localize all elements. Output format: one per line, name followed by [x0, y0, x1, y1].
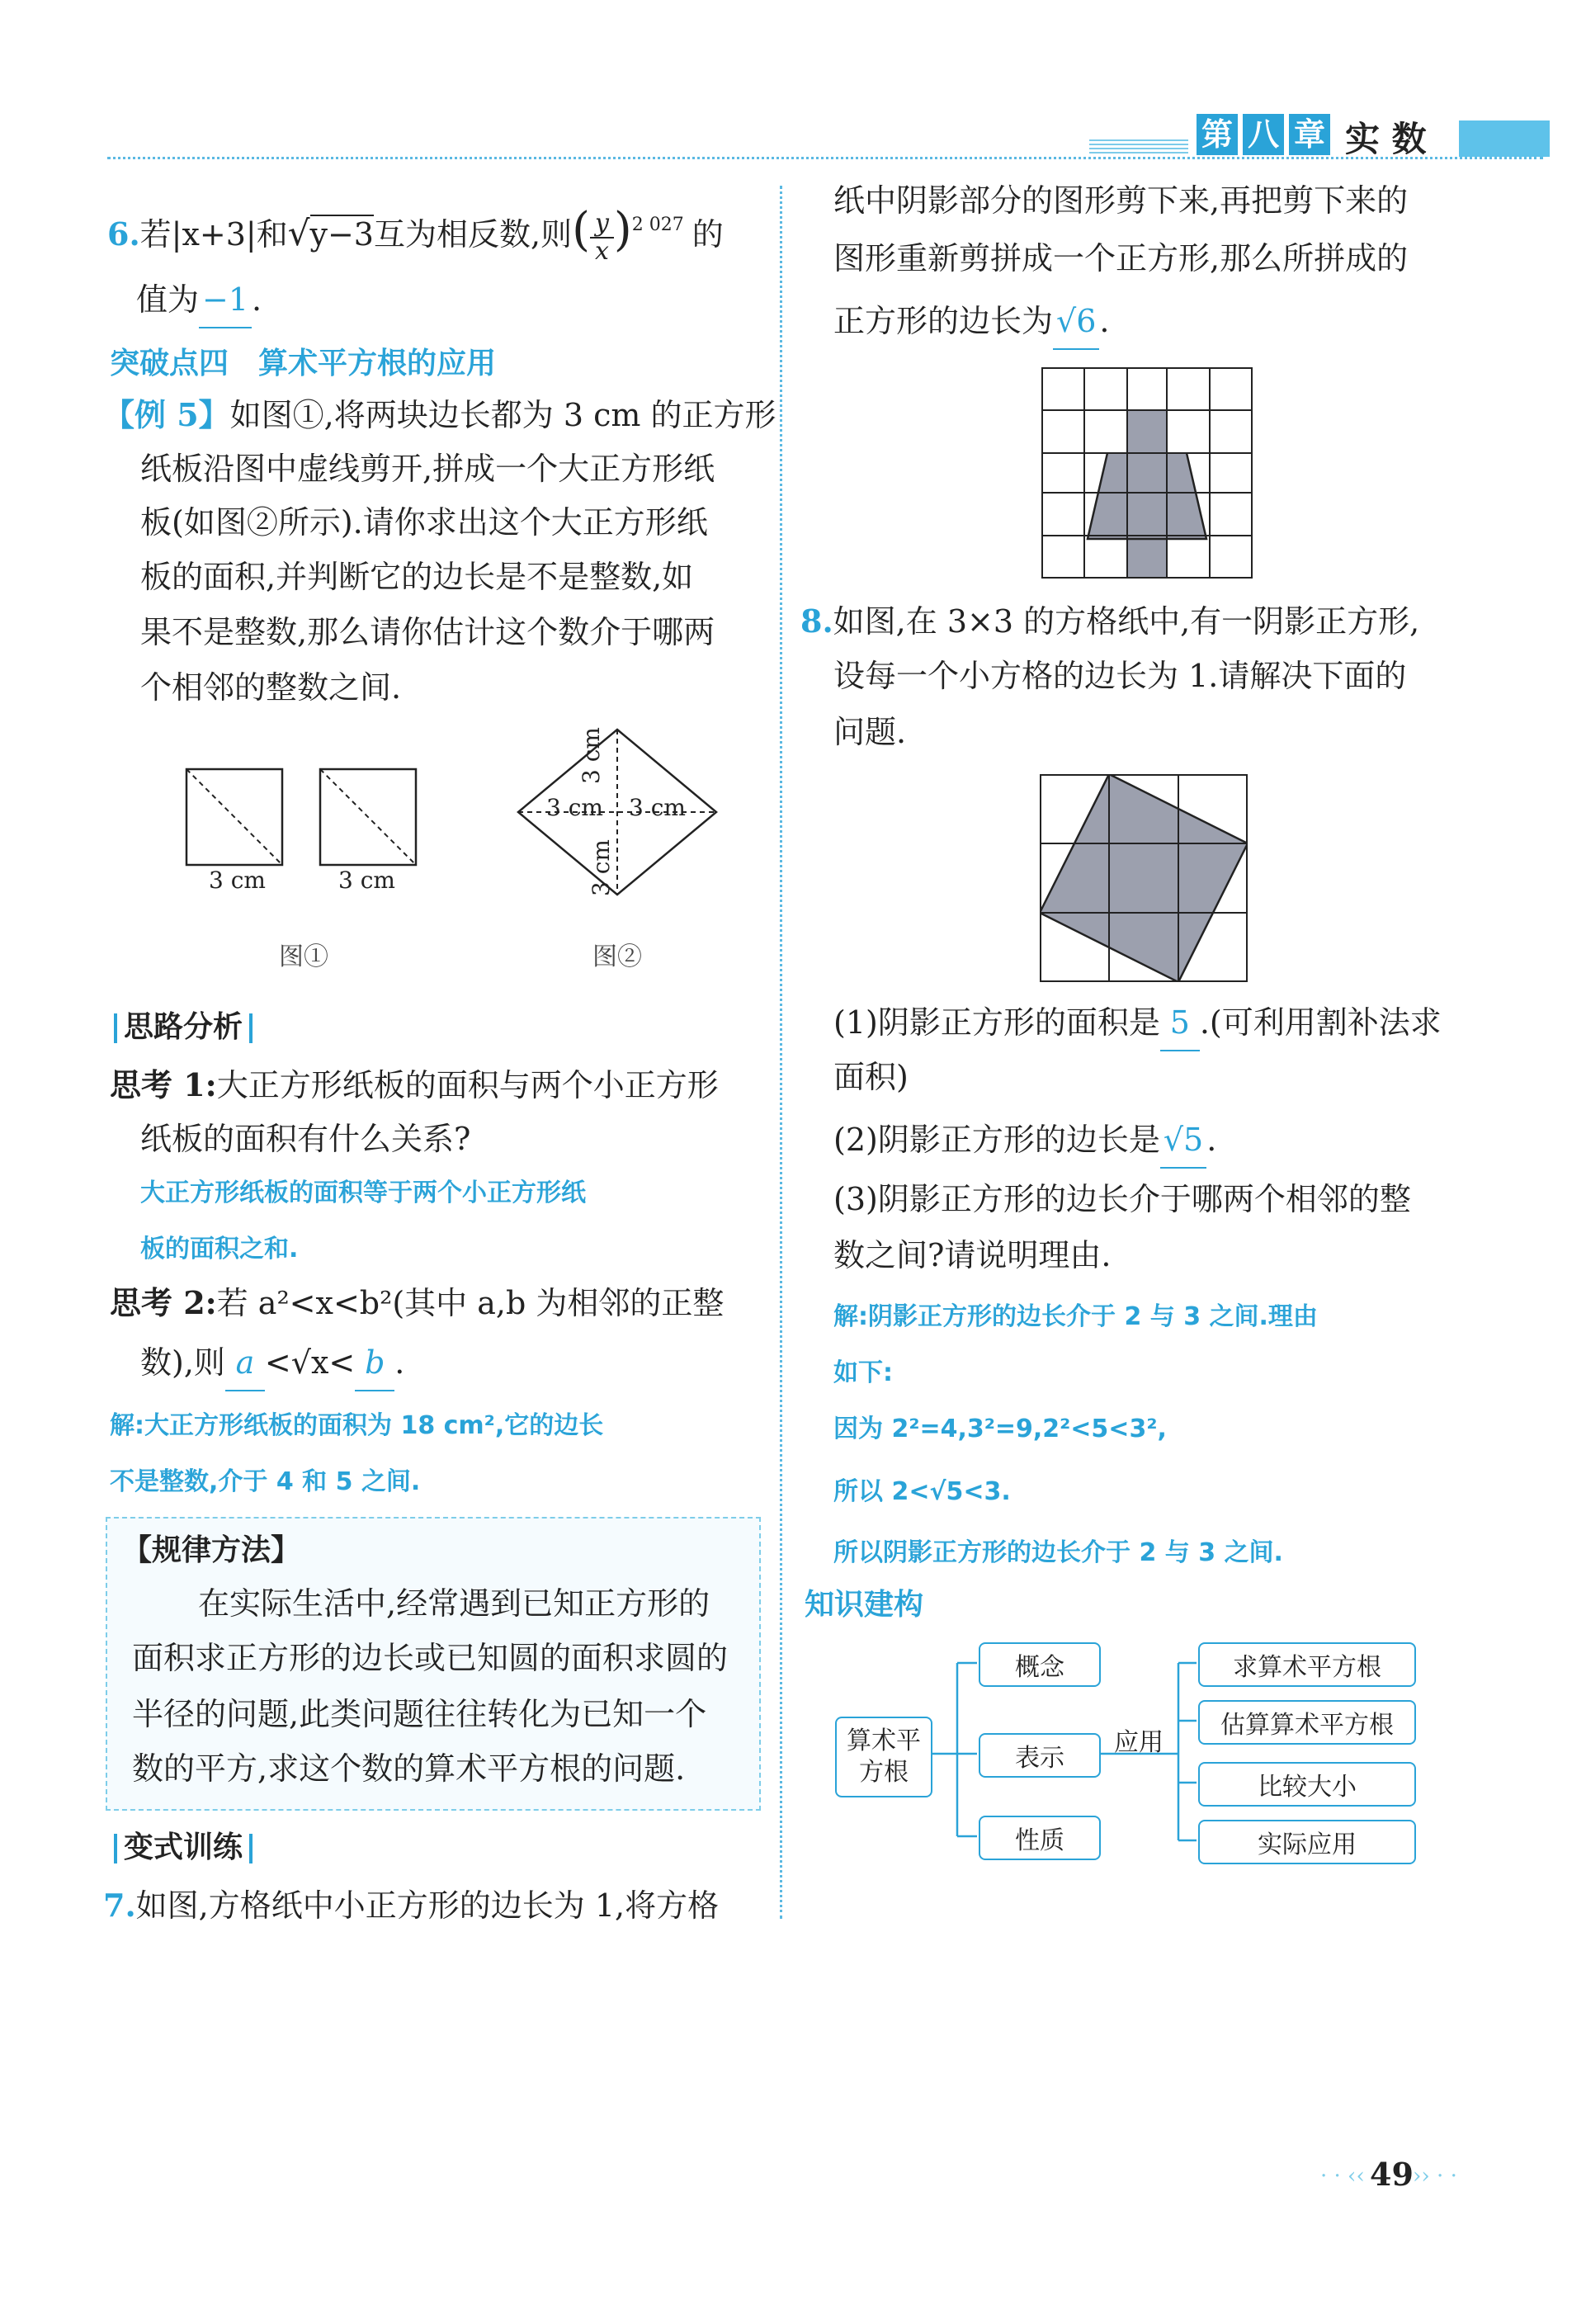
chapter-char-1: 第 [1197, 114, 1238, 155]
think2-label: 思考 2: [110, 1284, 217, 1321]
fig2-label-bottom: 3 cm [588, 839, 615, 896]
knowledge-app-1: 求算术平方根 [1198, 1642, 1416, 1687]
q7-grid-figure [1041, 367, 1253, 579]
think1-text-1: 大正方形纸板的面积与两个小正方形 [216, 1067, 719, 1103]
q8-part2-end: . [1206, 1122, 1217, 1158]
analysis-solution-2: 不是整数,介于 4 和 5 之间. [110, 1467, 421, 1496]
fig1-label-1: 3 cm [209, 867, 266, 894]
q8-line2: 设每一个小方格的边长为 1.请解决下面的 [833, 658, 1407, 694]
variant-heading-text: 变式训练 [124, 1830, 243, 1864]
sqrt-sign: √ [287, 213, 310, 253]
q6-line1 [107, 198, 724, 265]
q8-number: 8. [800, 602, 833, 640]
ex5-line4: 板的面积,并判断它的边长是不是整数,如 [140, 559, 694, 595]
q6-end: . [252, 281, 262, 318]
variant-bar-left [114, 1834, 117, 1863]
q6-line2 [136, 272, 262, 328]
think2-answer-a: a [225, 1335, 265, 1391]
q8-part1-answer: 5 [1160, 995, 1200, 1051]
knowledge-heading: 知识建构 [805, 1588, 924, 1622]
header-blue-block [1459, 120, 1550, 157]
knowledge-branch-property: 性质 [979, 1816, 1101, 1860]
fig2-label-right: 3 cm [629, 794, 686, 821]
chapter-char-2: 八 [1243, 114, 1284, 155]
q7-line1 [103, 1878, 719, 1933]
column-divider [780, 186, 782, 1919]
variant-heading [107, 1824, 259, 1866]
analysis-bar-left [114, 1013, 117, 1043]
q8-shaded-square [1040, 774, 1248, 982]
q6-text-c: 互为相反数,则 [373, 216, 573, 253]
q8-part3-line1: (3)阴影正方形的边长介于哪两个相邻的整 [833, 1181, 1411, 1217]
method-line1: 在实际生活中,经常遇到已知正方形的 [198, 1585, 710, 1622]
q7-line3: 图形重新剪拼成一个正方形,那么所拼成的 [833, 240, 1409, 276]
method-line4: 数的平方,求这个数的算术平方根的问题. [132, 1750, 686, 1787]
q8-line3: 问题. [833, 714, 907, 750]
ex5-line6: 个相邻的整数之间. [140, 669, 402, 706]
method-line3: 半径的问题,此类问题往往转化为已知一个 [132, 1696, 707, 1732]
q6-number: 6. [107, 215, 140, 253]
q8-part1-line2: 面积) [833, 1059, 909, 1095]
ex5-line1 [103, 388, 776, 442]
q8-solution-2: 如下: [833, 1358, 893, 1387]
fig1-diagonal-1 [186, 769, 282, 865]
q6-fraction [590, 210, 614, 265]
think2-line1 [110, 1276, 724, 1330]
chapter-char-3: 章 [1289, 114, 1330, 155]
think2-middle: <√x< [264, 1344, 356, 1381]
method-title: 【规律方法】 [122, 1533, 301, 1567]
q7-text-1: 如图,方格纸中小正方形的边长为 1,将方格 [135, 1887, 720, 1924]
q8-solution-1: 解:阴影正方形的边长介于 2 与 3 之间.理由 [833, 1302, 1318, 1331]
q8-part2-text: (2)阴影正方形的边长是 [833, 1122, 1160, 1158]
knowledge-branch-notation: 表示 [979, 1733, 1101, 1778]
q7-answer: √6 [1053, 294, 1099, 350]
think2-line2 [140, 1335, 404, 1391]
q8-solution-4: 所以 2<√5<3. [833, 1477, 1011, 1506]
ex5-figures [165, 726, 759, 974]
q8-grid-figure [1040, 774, 1248, 982]
think2-text-2: 数),则 [140, 1344, 225, 1381]
knowledge-root-line2: 方根 [859, 1758, 909, 1787]
page-number: 49 [1370, 2156, 1414, 2193]
q6-frac-top: y [590, 210, 614, 239]
knowledge-branch-concept: 概念 [979, 1642, 1101, 1687]
think1-line1 [110, 1058, 719, 1112]
think2-text-1: 若 a²<x<b²(其中 a,b 为相邻的正整 [216, 1285, 725, 1321]
q6-exponent: 2 027 [631, 215, 684, 235]
knowledge-app-3: 比较大小 [1198, 1762, 1416, 1807]
ex5-text-1: 如图①,将两块边长都为 3 cm 的正方形 [229, 397, 776, 433]
q8-solution-3: 因为 2²=4,3²=9,2²<5<3², [833, 1415, 1167, 1443]
header-stripes [1089, 139, 1188, 154]
ex5-line2: 纸板沿图中虚线剪开,拼成一个大正方形纸 [140, 451, 715, 487]
think2-end: . [394, 1344, 405, 1381]
ex5-line5: 果不是整数,那么请你估计这个数介于哪两 [140, 614, 715, 650]
q7-number: 7. [103, 1887, 136, 1924]
q7-line2: 纸中阴影部分的图形剪下来,再把剪下来的 [833, 182, 1409, 219]
ex5-tag: 【例 5】 [103, 396, 230, 433]
q8-line1 [800, 594, 1419, 649]
q6-text-a: 若|x+3|和 [139, 216, 288, 253]
q6-value-label: 值为 [136, 281, 200, 318]
fig1-caption: 图① [279, 942, 328, 971]
fig2-label-top: 3 cm [578, 727, 605, 784]
q8-part3-line2: 数之间?请说明理由. [833, 1237, 1112, 1273]
analysis-solution-1: 解:大正方形纸板的面积为 18 cm²,它的边长 [110, 1411, 604, 1440]
knowledge-apply-label: 应用 [1114, 1728, 1164, 1757]
analysis-heading [107, 1004, 259, 1046]
method-line2: 面积求正方形的边长或已知圆的面积求圆的 [132, 1640, 729, 1676]
variant-bar-right [249, 1834, 253, 1863]
section-heading: 突破点四 算术平方根的应用 [110, 347, 497, 380]
knowledge-root-line1: 算术平 [847, 1726, 921, 1755]
ex5-line3: 板(如图②所示).请你求出这个大正方形纸 [140, 504, 708, 541]
page-number-ornament-right: ›› · · [1413, 2164, 1457, 2189]
fig1-label-2: 3 cm [338, 867, 395, 894]
q8-part2-answer: √5 [1160, 1112, 1206, 1169]
q7-shaded-shape [1088, 410, 1206, 579]
q7-end: . [1099, 303, 1110, 339]
chapter-title: 实 数 [1345, 119, 1427, 159]
right-paren: ) [613, 203, 632, 257]
knowledge-app-4: 实际应用 [1198, 1820, 1416, 1864]
chapter-badge [1197, 114, 1330, 155]
q8-part1-hint: .(可利用割补法求 [1199, 1004, 1442, 1041]
knowledge-app-2: 估算算术平方根 [1198, 1700, 1416, 1745]
page-number-ornament: · · ‹‹ [1320, 2164, 1365, 2189]
q8-part1 [833, 995, 1442, 1051]
q6-frac-bottom: x [594, 236, 609, 266]
fig1-diagonal-2 [320, 769, 416, 865]
q8-part2 [833, 1112, 1216, 1169]
think1-line2: 纸板的面积有什么关系? [140, 1121, 471, 1157]
q6-text-d: 的 [692, 216, 724, 253]
fig2-label-left: 3 cm [546, 794, 603, 821]
analysis-heading-text: 思路分析 [124, 1010, 243, 1044]
q8-part1-text: (1)阴影正方形的面积是 [833, 1004, 1160, 1041]
left-paren: ( [572, 203, 590, 257]
q7-text-4: 正方形的边长为 [833, 303, 1054, 339]
analysis-bar-right [249, 1013, 253, 1043]
header-dotted-rule [107, 157, 1543, 159]
q6-radicand: y−3 [309, 216, 374, 253]
think2-answer-b: b [355, 1335, 394, 1391]
think1-answer-2: 板的面积之和. [140, 1235, 299, 1264]
q8-solution-5: 所以阴影正方形的边长介于 2 与 3 之间. [833, 1538, 1283, 1567]
fig2-caption: 图② [592, 942, 642, 971]
knowledge-root [835, 1717, 932, 1797]
q7-line4 [833, 294, 1110, 350]
think1-answer-1: 大正方形纸板的面积等于两个小正方形纸 [140, 1179, 586, 1207]
think1-label: 思考 1: [110, 1066, 217, 1103]
q6-answer: −1 [199, 272, 252, 328]
q8-text-1: 如图,在 3×3 的方格纸中,有一阴影正方形, [833, 603, 1420, 640]
